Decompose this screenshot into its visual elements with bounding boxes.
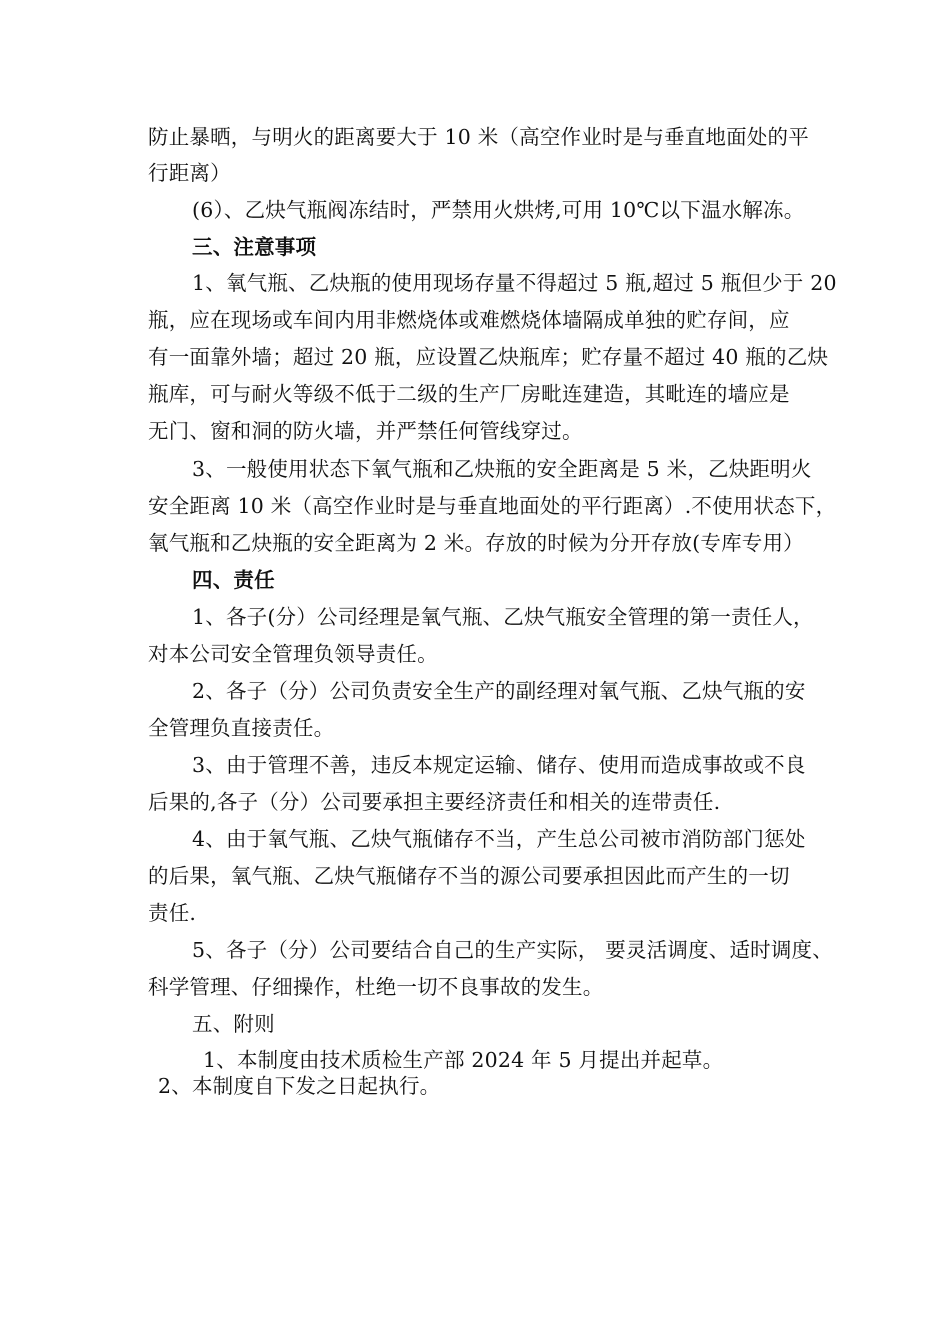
body-text-line: 科学管理、仔细操作，杜绝一切不良事故的发生。	[148, 975, 604, 999]
section-heading: 三、注意事项	[192, 235, 317, 259]
body-text-line: 后果的,各子（分）公司要承担主要经济责任和相关的连带责任.	[148, 790, 721, 814]
body-text-line: 3、一般使用状态下氧气瓶和乙炔瓶的安全距离是 5 米，乙炔距明火	[192, 457, 812, 481]
body-text-line: 的后果，氧气瓶、乙炔气瓶储存不当的源公司要承担因此而产生的一切	[148, 864, 790, 888]
body-text-line: 3、由于管理不善，违反本规定运输、储存、使用而造成事故或不良	[192, 753, 806, 777]
body-text-line: 瓶库，可与耐火等级不低于二级的生产厂房毗连建造，其毗连的墙应是	[148, 382, 790, 406]
body-text-line: 氧气瓶和乙炔瓶的安全距离为 2 米。存放的时候为分开存放(专库专用）	[148, 531, 804, 555]
body-text-line: 1、各子(分）公司经理是氧气瓶、乙炔气瓶安全管理的第一责任人，	[192, 605, 814, 629]
body-text-line: 4、由于氧气瓶、乙炔气瓶储存不当，产生总公司被市消防部门惩处	[192, 827, 806, 851]
section-heading: 四、责任	[192, 568, 275, 592]
body-text-line: 防止暴晒，与明火的距离要大于 10 米（高空作业时是与垂直地面处的平	[148, 125, 809, 149]
body-text-line: 5、各子（分）公司要结合自己的生产实际， 要灵活调度、适时调度、	[192, 938, 833, 962]
body-text-line: 有一面靠外墙；超过 20 瓶，应设置乙炔瓶库；贮存量不超过 40 瓶的乙炔	[148, 345, 829, 369]
body-text-line: 对本公司安全管理负领导责任。	[148, 642, 438, 666]
body-text-line: 安全距离 10 米（高空作业时是与垂直地面处的平行距离）.不使用状态下，	[148, 494, 837, 518]
body-text-line: (6）、乙炔气瓶阀冻结时，严禁用火烘烤,可用 10℃以下温水解冻。	[192, 198, 805, 222]
body-text-line: 责任.	[148, 901, 197, 925]
body-text-line: 瓶，应在现场或车间内用非燃烧体或难燃烧体墙隔成单独的贮存间，应	[148, 308, 790, 332]
body-text-line: 行距离）	[148, 161, 231, 185]
body-text-line: 2、各子（分）公司负责安全生产的副经理对氧气瓶、乙炔气瓶的安	[192, 679, 806, 703]
section-heading: 五、附则	[192, 1012, 275, 1036]
body-text-line: 1、本制度由技术质检生产部 2024 年 5 月提出并起草。	[203, 1048, 724, 1072]
body-text-line: 2、本制度自下发之日起执行。	[158, 1074, 441, 1098]
body-text-line: 无门、窗和洞的防火墙，并严禁任何管线穿过。	[148, 419, 583, 443]
body-text-line: 全管理负直接责任。	[148, 716, 335, 740]
body-text-line: 1、氧气瓶、乙炔瓶的使用现场存量不得超过 5 瓶,超过 5 瓶但少于 20	[192, 271, 837, 295]
